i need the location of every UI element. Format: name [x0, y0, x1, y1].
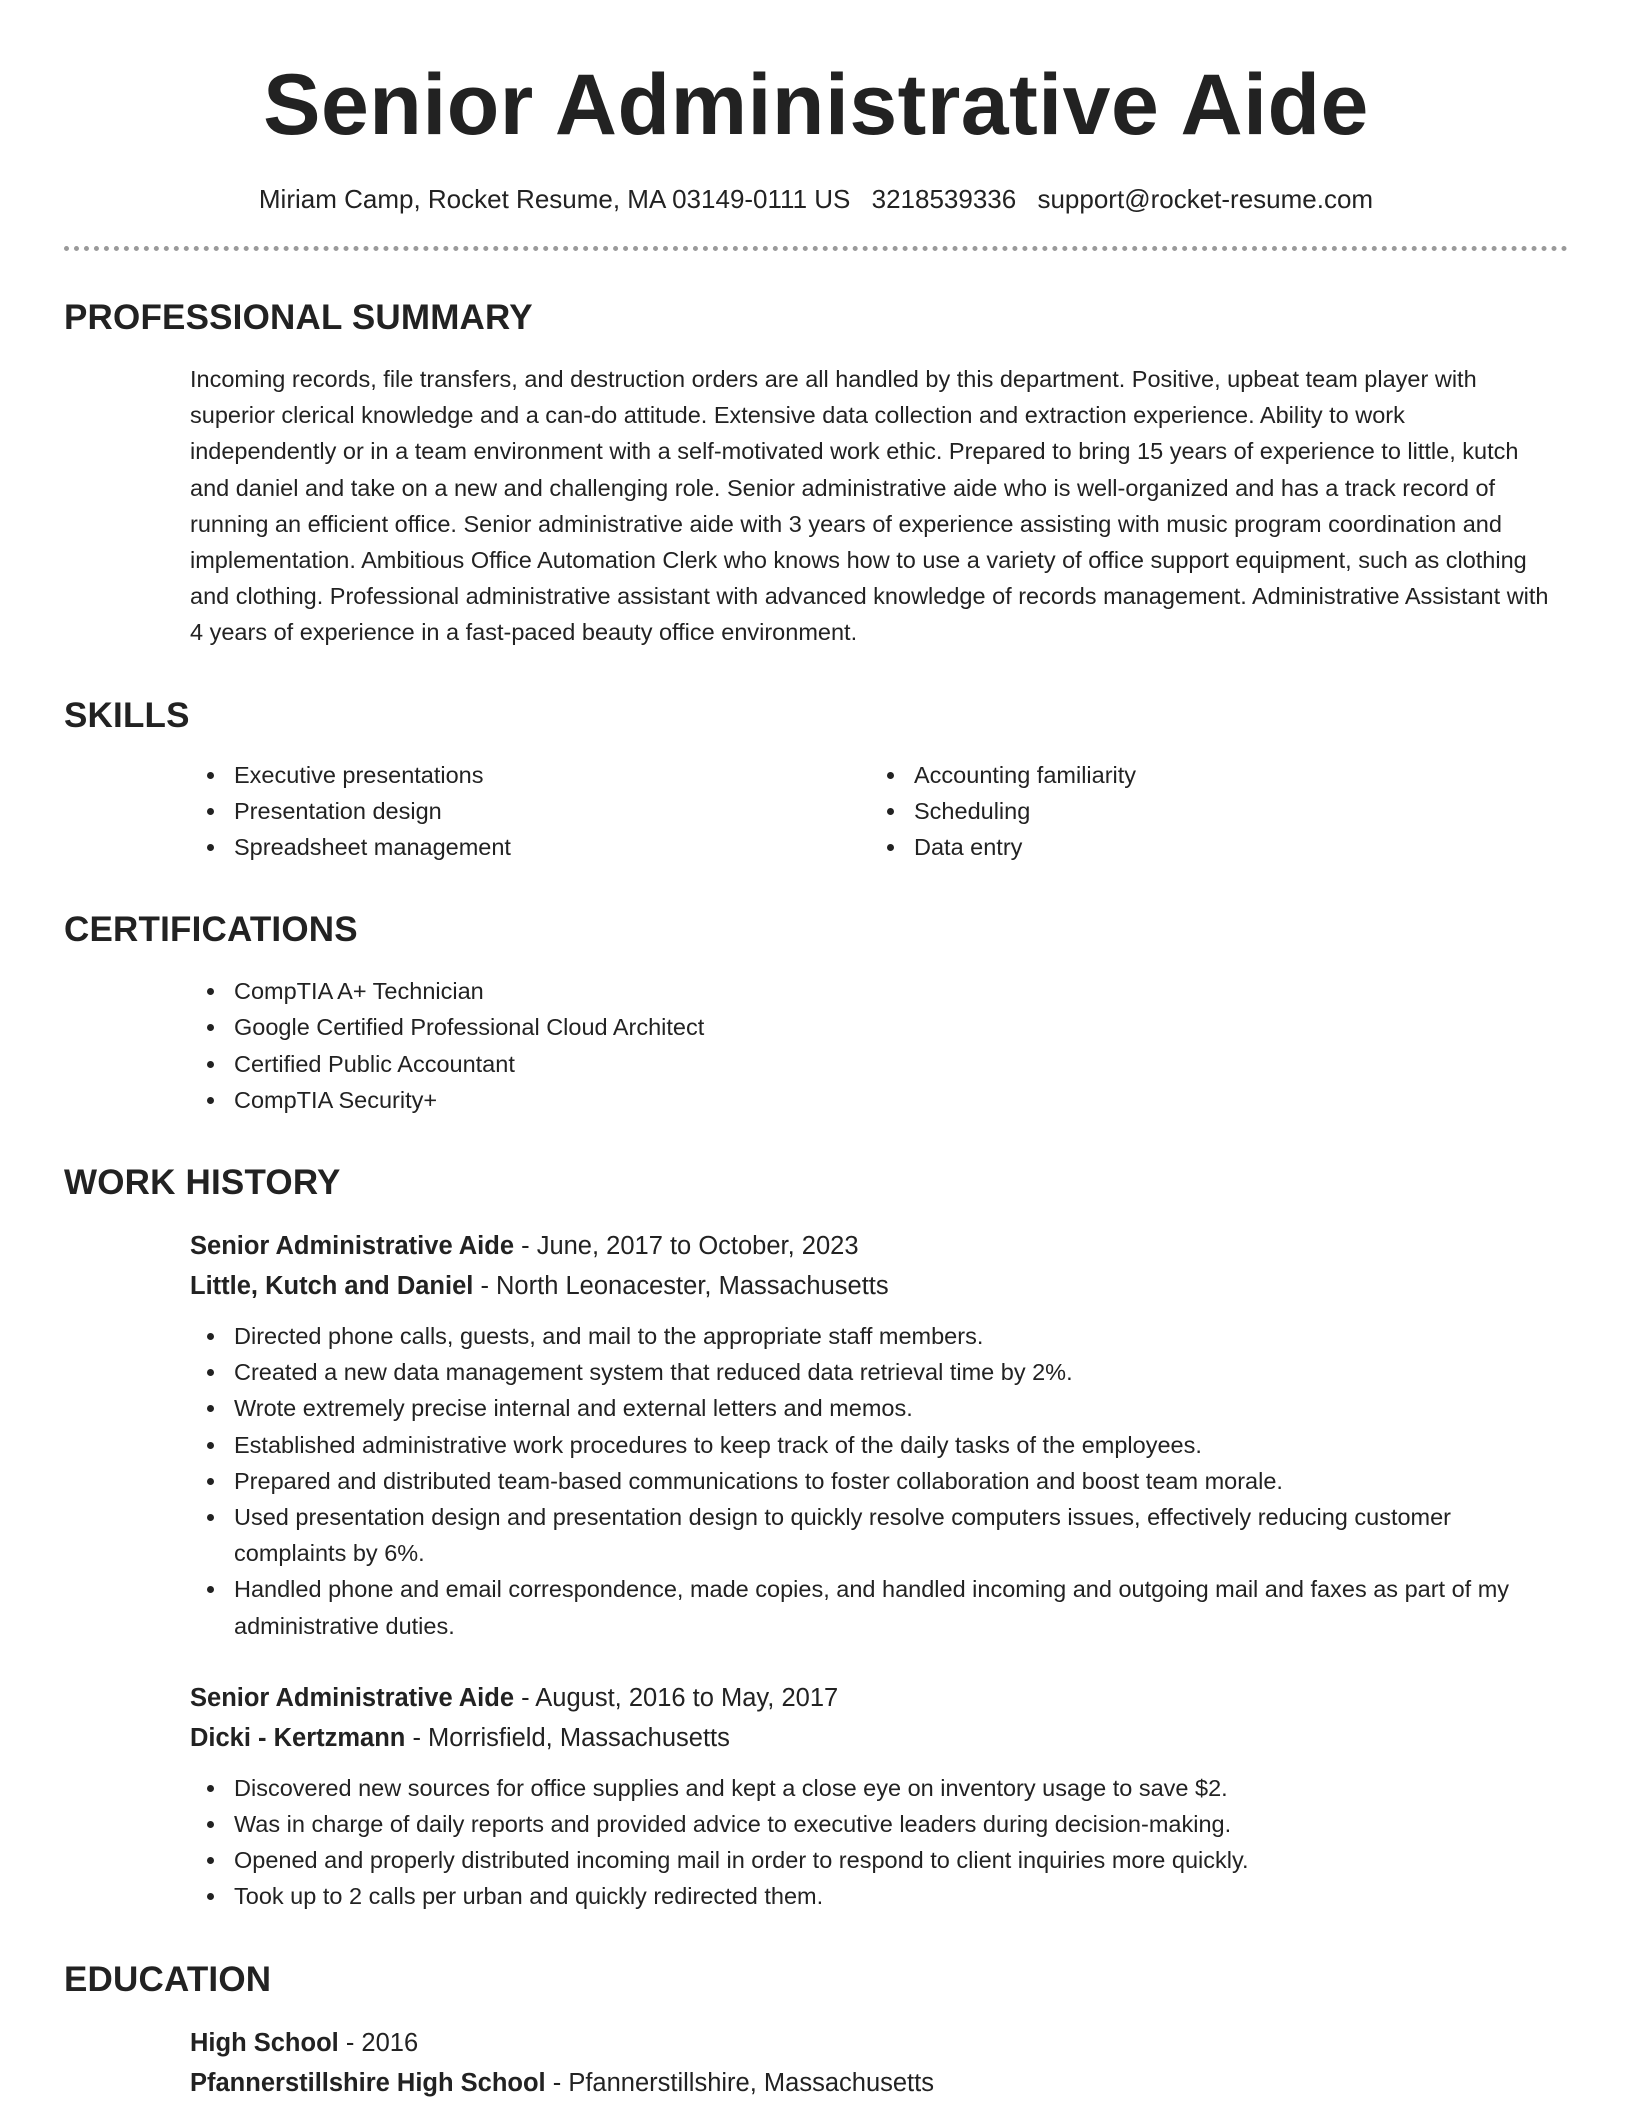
work-history-heading: WORK HISTORY — [64, 1163, 341, 1203]
job-position: Senior Administrative Aide — [190, 1232, 515, 1261]
job-duties-list — [190, 1770, 1568, 1915]
certifications-section — [64, 909, 1568, 1118]
education-school: Pfannerstillshire High School — [190, 2068, 546, 2097]
education-year: - 2016 — [338, 2028, 419, 2057]
skill-item: Spreadsheet management — [190, 829, 870, 865]
job-duty: Established administrative work procedures to keep track of the daily tasks of the employees. — [190, 1427, 1568, 1463]
skills-list-left — [190, 757, 870, 866]
job-company: Dicki - Kertzmann — [190, 1723, 406, 1752]
summary-text: Incoming records, file transfers, and destruction orders are all handled by this department. Positive, upbeat team player with superior clerical knowledge and a can-do attitude. Extensive data collection and extraction experience. Ability to work independently or in a team environment with a self-motivated work ethic. Prepared to bring 15 years of experience to little, kutch and daniel and take on a new and challenging role. Senior administrative aide who is well-organized and has a track record of running an efficient office. Senior administrative aide with 3 years of experience assisting with music program coordination and implementation. Ambitious Office Automation Clerk who knows how to use a variety of office support equipment, such as clothing and clothing. Professional administrative assistant with advanced knowledge of records management. Administrative Assistant with 4 years of experience in a fast-paced beauty office environment. — [190, 366, 1549, 646]
work-history-section — [64, 1162, 1568, 1915]
education-school-line — [190, 2063, 1568, 2103]
job-location: - North Leonacester, Massachusetts — [473, 1272, 889, 1301]
job-title-line — [190, 1226, 1568, 1266]
certifications-heading: CERTIFICATIONS — [64, 910, 358, 950]
job-duty: Took up to 2 calls per urban and quickly redirected them. — [190, 1878, 1568, 1914]
certification-item: CompTIA Security+ — [190, 1082, 1568, 1118]
skill-item: Scheduling — [870, 793, 1550, 829]
job-duty: Created a new data management system that reduced data retrieval time by 2%. — [190, 1354, 1568, 1390]
education-degree: High School — [190, 2028, 339, 2057]
job-duty: Prepared and distributed team-based communications to foster collaboration and boost team morale. — [190, 1463, 1568, 1499]
certifications-list — [190, 973, 1568, 1118]
skill-item: Data entry — [870, 829, 1550, 865]
education-heading: EDUCATION — [64, 1959, 272, 1999]
contact-email: support@rocket-resume.com — [1037, 184, 1374, 214]
job-duty: Directed phone calls, guests, and mail to the appropriate staff members. — [190, 1318, 1568, 1354]
job-duty: Wrote extremely precise internal and external letters and memos. — [190, 1390, 1568, 1426]
job-duty: Discovered new sources for office supplies and kept a close eye on inventory usage to save $2. — [190, 1770, 1568, 1806]
job-dates: - June, 2017 to October, 2023 — [514, 1232, 859, 1261]
job-duty: Used presentation design and presentation design to quickly resolve computers issues, effectively reducing customer complaints by 6%. — [190, 1499, 1568, 1571]
resume-title: Senior Administrative Aide — [263, 57, 1369, 153]
certification-item: Google Certified Professional Cloud Architect — [190, 1009, 1568, 1045]
job-title-line — [190, 1678, 1568, 1718]
job-location: - Morrisfield, Massachusetts — [405, 1723, 730, 1752]
job-company: Little, Kutch and Daniel — [190, 1272, 474, 1301]
job-entry — [190, 1678, 1568, 1915]
education-degree-line — [190, 2023, 1568, 2063]
skills-heading: SKILLS — [64, 695, 190, 735]
certification-item: Certified Public Accountant — [190, 1046, 1568, 1082]
education-location: - Pfannerstillshire, Massachusetts — [545, 2068, 934, 2097]
skills-list-right — [870, 757, 1550, 866]
summary-section — [64, 297, 1568, 651]
education-section — [64, 1959, 1568, 2103]
job-duty: Opened and properly distributed incoming mail in order to respond to client inquiries more quickly. — [190, 1842, 1568, 1878]
job-duties-list — [190, 1318, 1568, 1644]
header-divider — [64, 246, 1568, 251]
skill-item: Executive presentations — [190, 757, 870, 793]
skills-grid — [190, 757, 1568, 866]
job-entry — [190, 1226, 1568, 1644]
contact-phone: 3218539336 — [871, 184, 1017, 214]
job-position: Senior Administrative Aide — [190, 1683, 515, 1712]
contact-address: Miriam Camp, Rocket Resume, MA 03149-0111 US — [258, 184, 851, 214]
summary-heading: PROFESSIONAL SUMMARY — [64, 298, 533, 337]
resume-header — [64, 0, 1568, 216]
job-company-line — [190, 1718, 1568, 1758]
contact-line — [64, 182, 1568, 216]
skills-section — [64, 695, 1568, 866]
skill-item: Accounting familiarity — [870, 757, 1550, 793]
job-company-line — [190, 1266, 1568, 1306]
job-duty: Handled phone and email correspondence, made copies, and handled incoming and outgoing mail and faxes as part of my administrative duties. — [190, 1571, 1568, 1643]
job-duty: Was in charge of daily reports and provided advice to executive leaders during decision-making. — [190, 1806, 1568, 1842]
job-dates: - August, 2016 to May, 2017 — [514, 1683, 839, 1712]
certification-item: CompTIA A+ Technician — [190, 973, 1568, 1009]
education-entry — [190, 2023, 1568, 2103]
skill-item: Presentation design — [190, 793, 870, 829]
